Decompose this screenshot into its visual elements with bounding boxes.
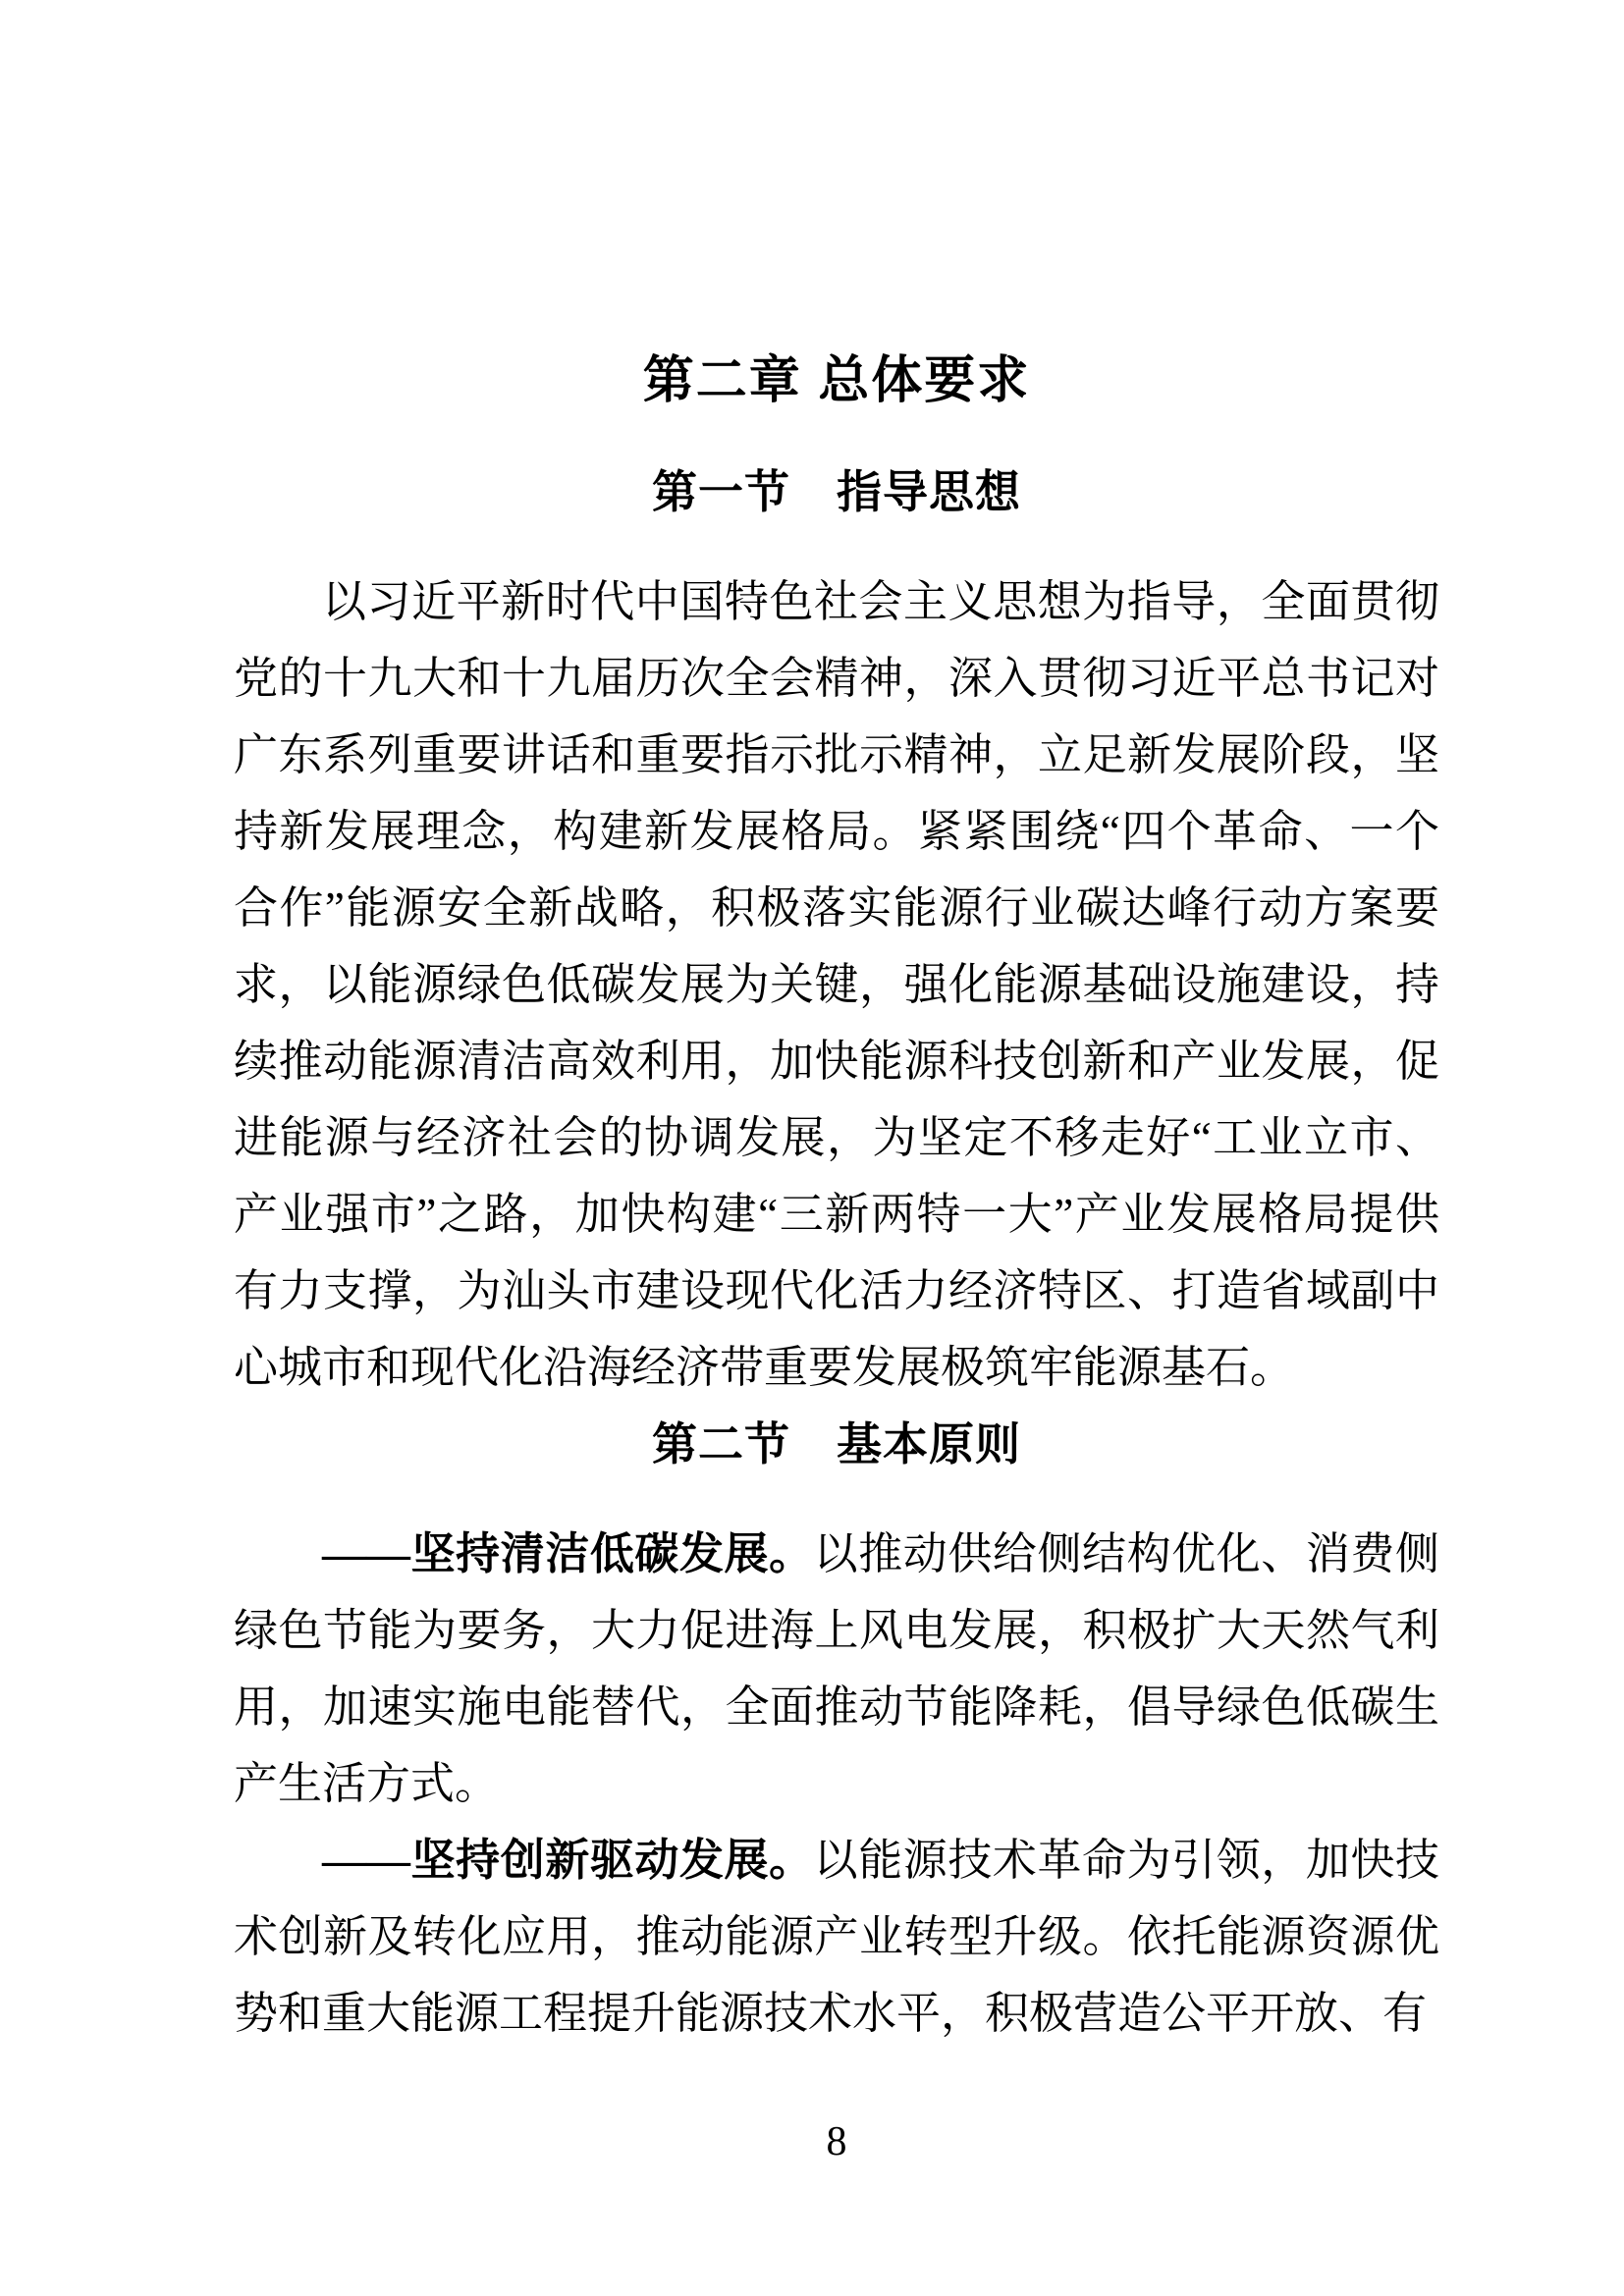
principle-2-body: 以能源技术革命为引领，加快技术创新及转化应用，推动能源产业转型升级。依托能源资源优势和重大能源工程提升能源技术水平，积极营造公平开放、有	[234, 1836, 1439, 2038]
section-1-title: 第一节 指导思想	[652, 466, 1021, 517]
guiding-ideology-paragraph: 以习近平新时代中国特色社会主义思想为指导，全面贯彻党的十九大和十九届历次全会精神，深入贯彻习近平总书记对广东系列重要讲话和重要指示批示精神，立足新发展阶段，坚持新发展理念，构建新发展格局。紧紧围绕“四个革命、一个合作”能源安全新战略，积极落实能源行业碳达峰行动方案要求，以能源绿色低碳发展为关键，强化能源基础设施建设，持续推动能源清洁高效利用，加快能源科技创新和产业发展，促进能源与经济社会的协调发展，为坚定不移走好“工业立市、产业强市”之路，加快构建“三新两特一大”产业发展格局提供有力支撑，为汕头市建设现代化活力经济特区、打造省域副中心城市和现代化沿海经济带重要发展极筑牢能源基石。	[234, 577, 1439, 1392]
chapter-title: 第二章 总体要求	[642, 352, 1031, 409]
principle-paragraph-clean-low-carbon	[234, 1516, 1439, 1822]
principle-1-body: 以推动供给侧结构优化、消费侧绿色节能为要务，大力促进海上风电发展，积极扩大天然气利用，加速实施电能替代，全面推动节能降耗，倡导绿色低碳生产生活方式。	[234, 1529, 1439, 1808]
page-content	[234, 0, 1439, 2167]
principle-paragraph-innovation-driven	[234, 1822, 1439, 2052]
page-number: 8	[826, 2119, 847, 2164]
principle-2-lead: ——坚持创新驱动发展。	[322, 1836, 814, 1885]
principle-1-lead: ——坚持清洁低碳发展。	[322, 1529, 814, 1578]
section-2-title: 第二节 基本原则	[652, 1418, 1021, 1469]
